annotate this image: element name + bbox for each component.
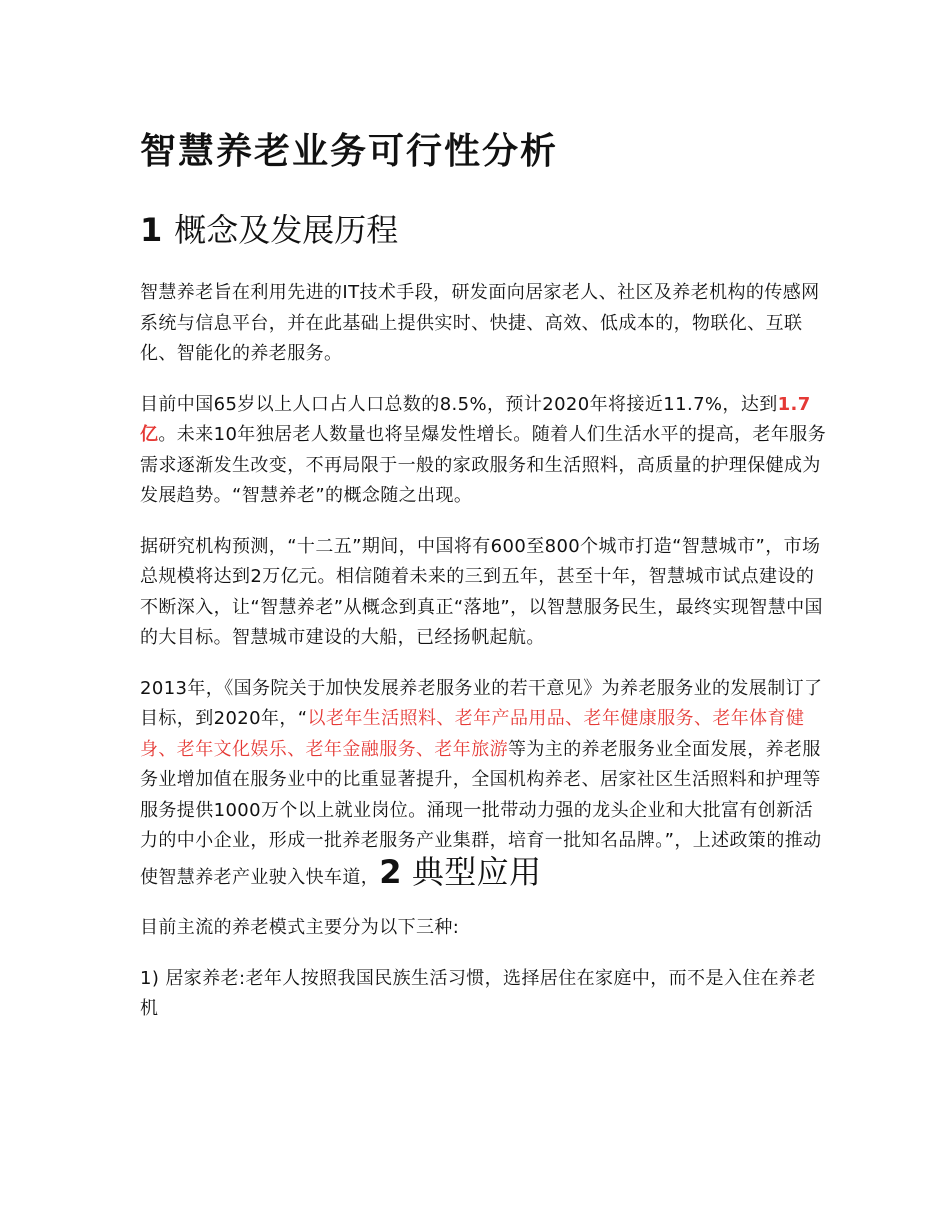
paragraph-concept: 智慧养老旨在利用先进的IT技术手段，研发面向居家老人、社区及养老机构的传感网系统与信息平台，并在此基础上提供实时、快捷、高效、低成本的，物联化、互联化、智能化的养老服务。 bbox=[140, 282, 820, 364]
highlight-population: 1.7亿 bbox=[140, 393, 811, 445]
section-1-heading bbox=[140, 208, 830, 252]
section-2-title: 典型应用 bbox=[411, 852, 542, 891]
paragraph-home-care: 1) 居家养老:老年人按照我国民族生活习惯，选择居住在家庭中，而不是入住在养老机 bbox=[140, 967, 816, 1019]
section-1-title: 概念及发展历程 bbox=[174, 211, 399, 249]
section-2-number: 2 bbox=[379, 852, 402, 891]
document-title: 智慧养老业务可行性分析 bbox=[140, 131, 559, 172]
paragraph-policy-text-b: 等为主的养老服务业全面发展，养老服务业增加值在服务业中的比重显著提升，全国机构养老、居家社区生活照料和护理等服务提供1000万个以上就业岗位。涌现一批带动力强的龙头企业和大批富有创新活力的中小企业，形成一批养老服务产业集群，培育一批知名品牌。”，上述政策的推动使智慧养老产业驶入快车道， bbox=[140, 738, 822, 888]
paragraph-population-text-a: 目前中国65岁以上人口占人口总数的8.5%，预计2020年将接近11.7%，达到 bbox=[140, 393, 778, 415]
section-1-number: 1 bbox=[140, 211, 163, 249]
paragraph-population bbox=[140, 390, 830, 512]
paragraph-policy bbox=[140, 674, 830, 894]
paragraph-modes-intro: 目前主流的养老模式主要分为以下三种: bbox=[140, 917, 460, 938]
highlight-policy: 以老年生活照料、老年产品用品、老年健康服务、老年体育健身、老年文化娱乐、老年金融服务、老年旅游 bbox=[140, 708, 805, 760]
document-page bbox=[140, 128, 830, 1045]
paragraph-population-text-b: 。未来10年独居老人数量也将呈爆发性增长。随着人们生活水平的提高，老年服务需求逐渐发生改变，不再局限于一般的家政服务和生活照料，高质量的护理保健成为发展趋势。“智慧养老”的概念随之出现。 bbox=[140, 424, 827, 506]
paragraph-policy-text-a: 2013年，《国务院关于加快发展养老服务业的若干意见》为养老服务业的发展制订了目标，到2020年，“ bbox=[140, 677, 823, 729]
paragraph-smart-city: 据研究机构预测，“十二五”期间，中国将有600至800个城市打造“智慧城市”，市场总规模将达到2万亿元。相信随着未来的三到五年，甚至十年，智慧城市试点建设的不断深入，让“智慧养老”从概念到真正“落地”，以智慧服务民生，最终实现智慧中国的大目标。智慧城市建设的大船，已经扬帆起航。 bbox=[140, 535, 823, 648]
section-2-heading bbox=[379, 853, 541, 891]
